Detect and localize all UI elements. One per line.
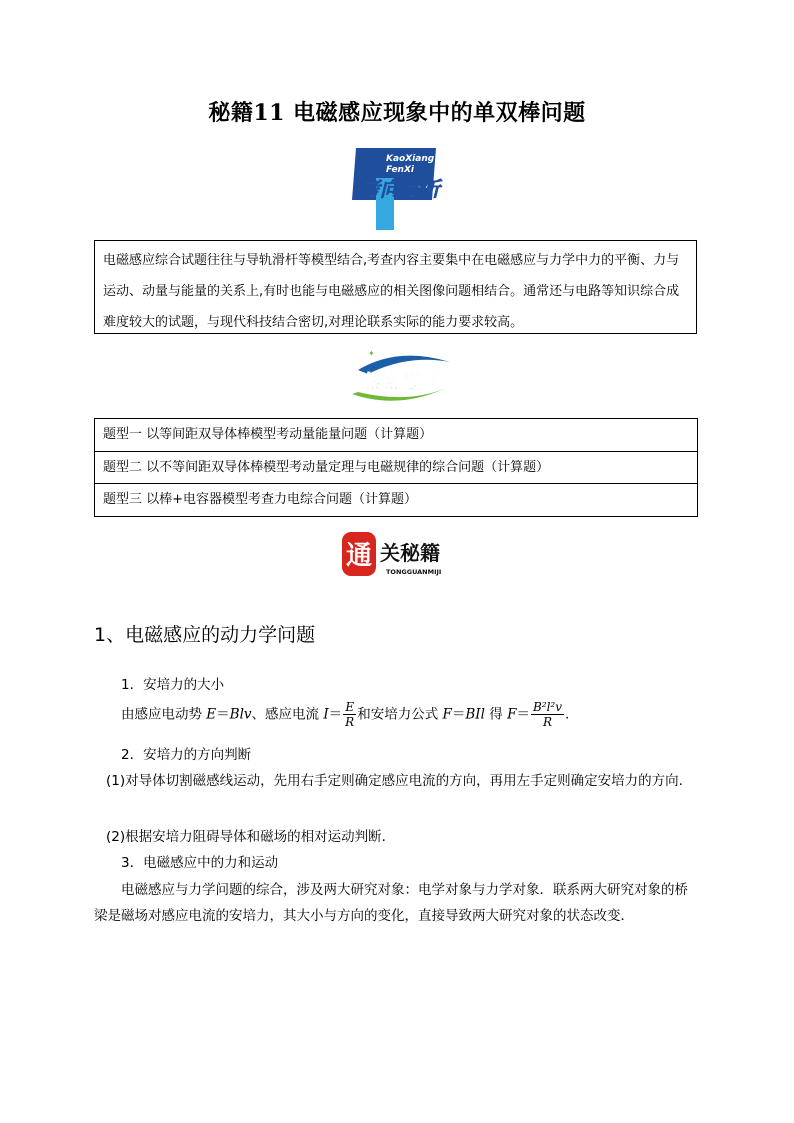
svg-text:热点题型: 热点题型 <box>359 371 437 393</box>
item3-paragraph: 电磁感应与力学问题的综合，涉及两大研究对象：电学对象与力学对象．联系两大研究对象的桥梁是磁场对感应电流的安培力，其大小与方向的变化，直接导致两大研究对象的状态改变． <box>94 882 688 924</box>
item2-paragraph-1: (1)对导体切割磁感线运动，先用右手定则确定感应电流的方向，再用左手定则确定安培力的方向. <box>106 773 683 789</box>
analysis-banner-logo <box>350 148 450 230</box>
svg-text:FenXi: FenXi <box>386 165 414 175</box>
question-type-row: 题型一 以等间距双导体棒模型考动量能量问题（计算题） <box>95 419 697 452</box>
intro-box: 电磁感应综合试题往往与导轨滑杆等模型结合,考查内容主要集中在电磁感应与力学中力的平衡、力与运动、动量与能量的关系上,有时也能与电磁感应的相关图像问题相结合。通常还与电路等知识综合成难度较大的试题，与现代科技结合密切,对理论联系实际的能力要求较高。 <box>94 240 697 334</box>
svg-text:考向分析: 考向分析 <box>360 177 440 201</box>
ampere-force-formula: 由感应电动势 E＝Blv、感应电流 I＝ $\frac{E}{R}$ 和安培力公式 F＝BIl 得 F＝ $\frac{\text{B²l²v}}{R}$ . <box>121 700 570 729</box>
item2-title: 2．安培力的方向判断 <box>121 747 252 763</box>
page-title: 秘籍11 电磁感应现象中的单双棒问题 <box>208 100 586 126</box>
question-type-row: 题型二 以不等间距双导体棒模型考动量定理与电磁规律的综合问题（计算题） <box>95 452 697 485</box>
svg-text:KaoXiang: KaoXiang <box>386 154 435 164</box>
svg-text:✦: ✦ <box>368 349 375 358</box>
question-types-table <box>94 418 698 517</box>
item2-paragraph-2: (2)根据安培力阻碍导体和磁场的相对运动判断． <box>106 829 396 845</box>
question-type-row: 题型三 以棒+电容器模型考查力电综合问题（计算题） <box>103 492 418 507</box>
secret-tips-banner-logo <box>340 528 460 582</box>
svg-text:TONGGUANMIJI: TONGGUANMIJI <box>386 568 442 576</box>
fraction-b2l2v-over-r: $\frac{\text{B²l²v}}{R}$ <box>532 700 562 729</box>
item3-title: 3．电磁感应中的力和运动 <box>121 855 279 871</box>
section-heading: 1、电磁感应的动力学问题 <box>94 624 316 646</box>
fraction-e-over-r: $\frac{E}{R}$ <box>345 700 355 729</box>
svg-text:通: 通 <box>345 541 373 571</box>
hot-topics-banner-logo <box>338 348 458 408</box>
item1-title: 1．安培力的大小 <box>121 677 225 693</box>
svg-text:关秘籍: 关秘籍 <box>380 541 440 565</box>
